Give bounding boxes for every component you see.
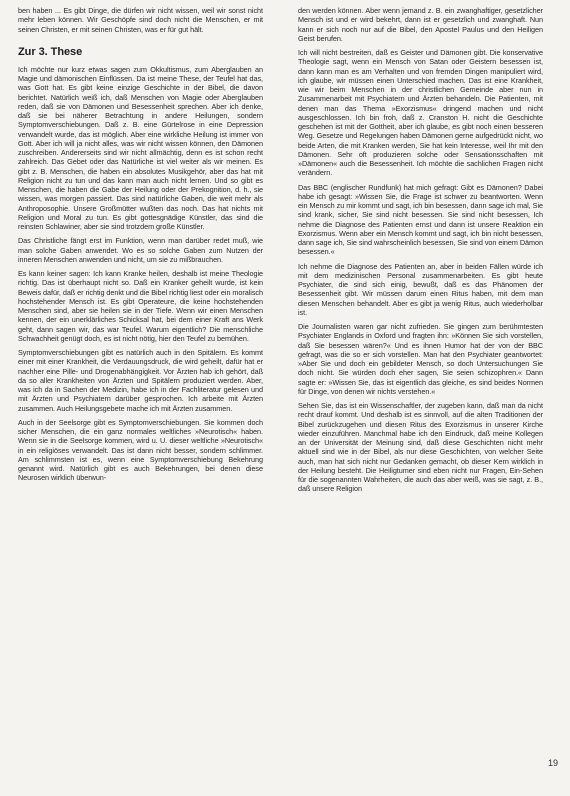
intro-paragraph: ben haben ... Es gibt Dinge, die dürfen wir nicht wissen, weil wir sonst nicht mehr leben können. Wir Geschöpfe sind doch nicht die Menschen, er mit seinen Christen, er mit seinen Christen, was er für gut hält. <box>18 6 263 34</box>
left-paragraph-4: Symptomverschiebungen gibt es natürlich auch in den Spitälern. Es kommt einer mit einer Krankheit, die Verdauungsdruck, die wird geheilt, dafür hat er nachher eine Pille- und Drogenabhängigkeit. Vor Ärzten hab ich gehört, daß da so aller Krankheiten von Ärzten und Spitälern produziert werden. Aber, was ich da in Sachen der Medizin, habe ich in der Fachliteratur gelesen und mit Ärzten und Psychiatern darüber gesprochen. Ich arbeite mit Ärzten zusammen. Auch Heilungsgebete mache ich mit Ärzten zusammen. <box>18 348 263 413</box>
right-column <box>298 6 543 499</box>
right-paragraph-4: Ich nehme die Diagnose des Patienten an, aber in beiden Fällen würde ich mit dem medizinischen Personal zusammenarbeiten. Es gibt heute Psychiater, die sind sich einig, bewußt, daß es das Phänomen der Besessenheit gibt. Wir müssen darum einen Ritus haben, mit dem man diesen Menschen behandelt. Aber es gibt ja wenig Ritus, auch wiederholbar ist. <box>298 261 543 317</box>
left-column <box>18 6 263 488</box>
right-paragraph-2: Ich will nicht bestreiten, daß es Geister und Dämonen gibt. Die konservative Theologie sagt, wenn ein Mensch von Satan oder Geistern besessen ist, dann kann man es am Verhalten und von fremden Dingen manipuliert wird, ich glaube, wir müssen einen Unterschied machen. Das ist eine Krankheit, wie wir beim Menschen in der christlichen Gemeinde aber nun in Zusammenarbeit mit Psychiatern und Ärzten behandeln. Die Patienten, mit denen man das Thema »Exorzismus« dringend machen und nicht ausgeschlossen. Ich bin froh, daß z. Cranston H. nicht die Geschichte geschehen ist mit der Gottheit, aber ich glaube, es gibt noch einen besseren Weg. Gesetze und Regelungen haben Dämonen gerne aufgedrückt nicht, wo beide Arten, die mit Kranken werden, Sie hat kein Interesse, weil Ihr mit den Dämonen. Sehr oft produzieren solche oder Sensationsschaften mit »Dämonen« auch die Besessenheit. Ich möchte die sachlichen Fragen nicht verändern. <box>298 48 543 178</box>
right-paragraph-1: den werden können. Aber wenn jemand z. B. ein zwanghaftiger, gesetzlicher Mensch ist und er wird bekehrt, dann ist er gesetzlich und zwanghaft. Nun kann er sich noch nur auf die Bibel, den Apostel Paulus und den Heiligen Geist berufen. <box>298 6 543 43</box>
section-heading: Zur 3. These <box>18 45 83 58</box>
left-paragraph-2: Das Christliche fängt erst im Funktion, wenn man darüber redet muß, wie man solche Gaben anwendet. Wo es so solche Gaben zum Nutzen der inneren Menschen anwenden und nicht, um sie zu mißbrauchen. <box>18 236 263 264</box>
left-paragraph-5: Auch in der Seelsorge gibt es Symptomverschiebungen. Sie kommen doch sicher Menschen, die ein ganz normales weltliches »Neurotisch« haben. Wenn sie in die Seelsorge kommen, wird u. U. dieser weltliche »Neurotisch« in ein religiöses verwandelt. Das ist dann nicht besser, sondern schlimmer. Am schlimmsten ist es, wenn eine Symptomverschiebung Bekehrung genannt wird. Natürlich gibt es auch Bekehrungen, bei denen diese Neurosen wirklich überwun- <box>18 417 263 483</box>
page-number: 19 <box>547 758 558 768</box>
right-paragraph-6: Sehen Sie, das ist ein Wissenschaftler, der zugeben kann, daß man da nicht recht drauf kommt. Und deshalb ist es sinnvoll, auf die alten Traditionen der Bibel zurückzugehen und diesen Ritus des Exorzismus in unserer Kirche wieder einzuführen. Manchmal habe ich den Eindruck, daß meine Kollegen an der Universität der Meinung sind, daß diese Geschichten nicht mehr aktuell sind wie in der Bibel, als nur diese Geschichten, von welcher Seite auch, man hat sich nicht nur Gedanken gemacht, ob dieser Kern wirklich in der Heilung besteht. Die Heiligtumer sind eben nicht nur Fragen, Ein-Sehen für die sogenannten Wahrheiten, die auch das aber weiß, was sie sagt, z. B., daß unsere Religion <box>298 401 543 494</box>
left-paragraph-3: Es kann keiner sagen: Ich kann Kranke heilen, deshalb ist meine Theologie richtig. Das ist überhaupt nicht so. Daß ein Kranker geheilt wurde, ist kein Beweis dafür, daß er richtig denkt und die Bibel richtig liest oder ein moralisch hochstehender Mensch ist. Es gibt Operateure, die keine hochstehenden Menschen sind, aber sie heilen sie in der Tiefe. Wenn wir einen Menschen kennen, der ein unerklärliches Schicksal hat, bei dem einer Kraft ans Werk geht, dann sagen wir, das war Teufel. Warum eigentlich? Die menschliche Schwachheit genügt doch, es ist nicht nötig, hier den Teufel zu bemühen. <box>18 269 263 343</box>
right-paragraph-5: Die Journalisten waren gar nicht zufrieden. Sie gingen zum berühmtesten Psychiater Englands in Oxford und fragten ihn: »Können Sie sich vorstellen, daß Sie besessen wären?« Und es ihnen Humor hat der von der BBC gefragt, was die so er sich vorstellen. Man hat den Psychiater geantwortet: »Aber Sie und doch ein gebildeter Mensch, so doch Untersuchungen Sie doch nicht. Sie würden doch eher sagen, Sie seien schizophren.« Dann sagte er: »Wissen Sie, das ist eigentlich das gleiche, es sind beides Normen für Dinge, von denen wir nichts verstehen.« <box>298 322 543 396</box>
right-paragraph-3: Das BBC (englischer Rundfunk) hat mich gefragt: Gibt es Dämonen? Dabei habe ich gesagt: »Wissen Sie, die Frage ist schwer zu beantworten. Wenn ein Mensch zu mir kommt und sagt, ich bin besessen, dann sage ich mal, Sie sind krank, sicher, Sie sind nicht besessen. Sie sind nicht besessen, Ich nehme die Diagnose des Patienten ernst und dann ist unsere Reaktion ein Exorzismus. Wenn aber ein Mensch kommt und sagt, ich bin nicht besessen, dann sage ich, Sie sind wahrscheinlich besessen, Sie sind von einem Dämon besessen.« <box>298 182 543 257</box>
left-paragraph-1: Ich möchte nur kurz etwas sagen zum Okkultismus, zum Aberglauben an Magie und dämonischen Einflüssen. Da ist meine These, der Teufel hat das, was Gott hat. Es gibt keine einzige Geschichte in der Bibel, die davon berichtet. Natürlich weiß ich, daß Menschen von Magie oder Aberglauben reden, daß sie von Dämonen und Besessenheit sprechen. Aber ich denke, daß sie bei näherer Betrachtung in andere Heilungen, sondern Symptomverschiebungen. Daß z. B. eine Gürtelrose in eine Depression verwandelt wurde, das ist möglich. Aber eine wirkliche Heilung ist immer von Gott. Aber ich will ja nicht alles, was wir nicht wissen können, den Dämonen zuschreiben. Andererseits sind wir nicht allmächtig, denn es ist schon recht zahlreich. Das Gebet oder das Natürliche ist viel weiter als wir meinen. Es gibt z. B. Menschen, die haben ein absolutes Musikgehör, aber das hat mit Religion nicht zu tun und das kann man auch nicht lernen. Und so gibt es Menschen, die haben die Gabe der Heilung oder der Prekognition, d. h., sie wissen, was morgen passiert. Das sind natürliche Gaben, die weit mehr als Anthroposophie. Unsere Großmütter wußten das noch. Das hat nichts mit Religion und Moral zu tun. Es gibt gottesgnädige Künstler, das sind die reinsten Schlawiner, aber sie sind trotzdem große Künstler. <box>18 64 263 231</box>
